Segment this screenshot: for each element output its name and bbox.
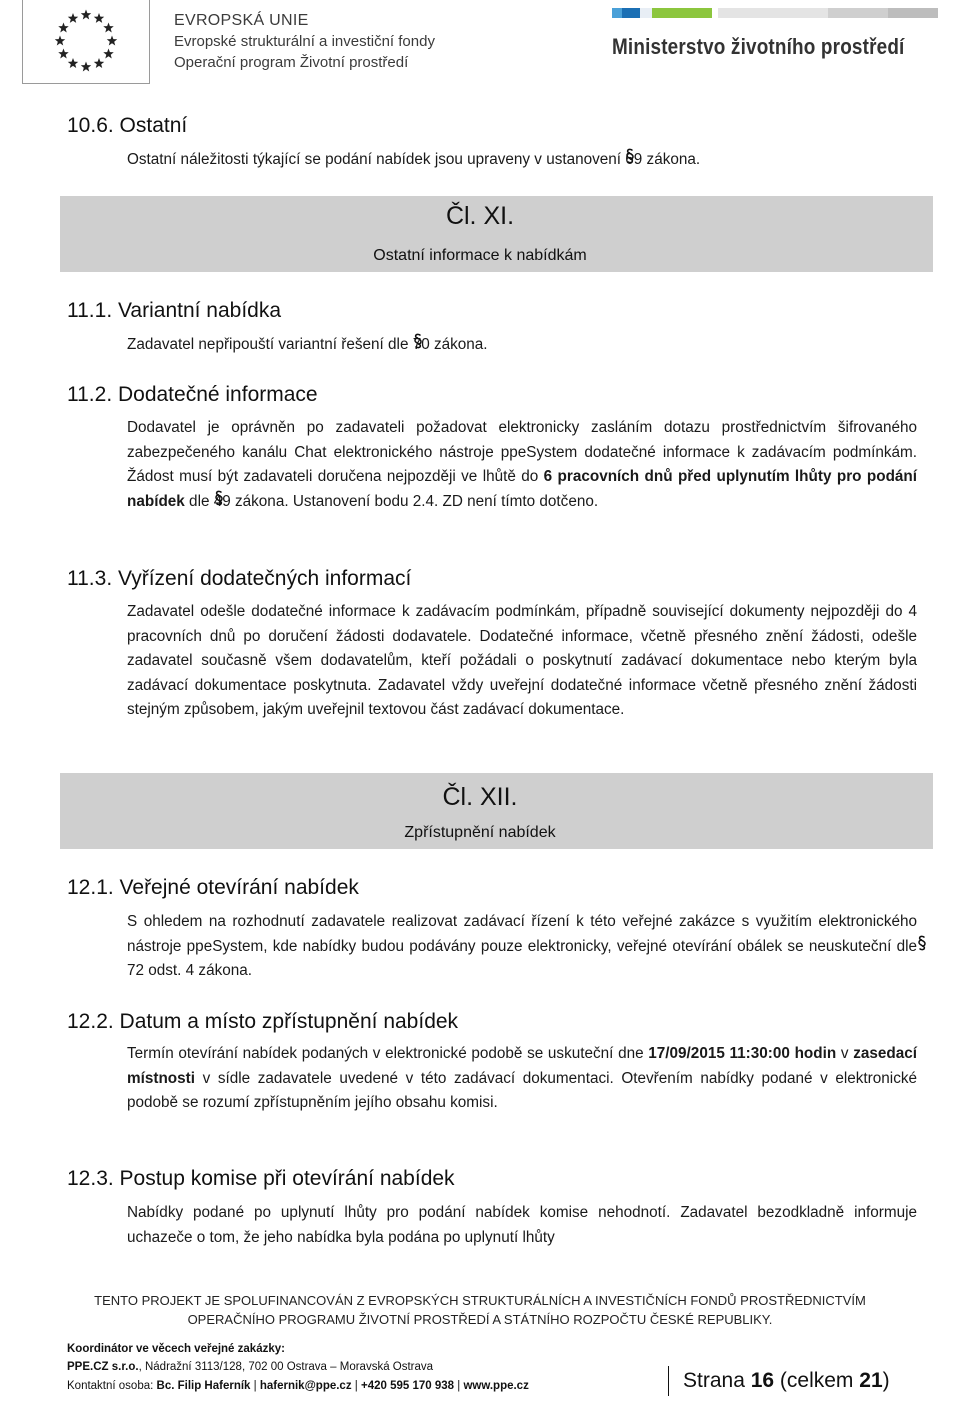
section-text-11-2 (127, 416, 917, 514)
section-heading-12-1: 12.1. Veřejné otevírání nabídek (67, 876, 359, 899)
section-text-11-1 (127, 333, 917, 358)
ministry-bar-segment (652, 8, 712, 18)
section-text-12-2 (127, 1042, 917, 1116)
eu-program-text (174, 10, 435, 73)
section-heading-10-6: 10.6. Ostatní (67, 114, 188, 137)
eu-star-icon (103, 23, 113, 33)
article-number-12: Čl. XII. (442, 783, 518, 811)
footer-cofinancing-line2: OPERAČNÍHO PROGRAMU ŽIVOTNÍ PROSTŘEDÍ A STÁTNÍHO ROZPOČTU ČESKÉ REPUBLIKY. (187, 1312, 773, 1327)
separator: | (454, 1380, 464, 1392)
ministry-bar-segment (828, 8, 888, 18)
section-sign-icon (625, 148, 635, 164)
eu-star-icon (68, 58, 78, 68)
text-before: Zadavatel nepřipouští variantní řešení dle (127, 336, 409, 353)
section-text-12-3: Nabídky podané po uplynutí lhůty pro podání nabídek komise nehodnotí. Zadavatel bezodkladně informuje uchazeče o tom, že jeho nabídka byla podána po uplynutí lhůty (127, 1204, 917, 1246)
contact-phone: +420 595 170 938 (360, 1380, 455, 1392)
section-text-11-3: Zadavatel odešle dodatečné informace k zadávacím podmínkám, případně související dokumenty nejpozději do 4 pracovních dnů po doručení žádosti dodavatele. Dodatečné informace, včetně přesného znění žádosti, odešle zadavatel současně všem dodavatelům, kteří požádali o poskytnutí zadávací dokumentace nebo kterým byla zadávací dokumentace poskytnuta. Zadavatel vždy uveřejní dodatečné informace včetně přesného znění žádosti stejným způsobem, jakým uveřejnil textovou část zadávací dokumentace. (127, 603, 917, 719)
page-label: Strana (683, 1369, 751, 1392)
ministry-bar-segment (640, 8, 652, 18)
text-part: v sídle zadavatele uvedené v této zadávací dokumentaci. Otevřením nabídky podané v elektronické podobě se rozumí zpřístupněním jejího obsahu komisi. (127, 1069, 917, 1112)
ministry-bar-segment (622, 8, 640, 18)
eu-program: Operační program Životní prostředí (174, 54, 409, 71)
eu-star-icon (103, 49, 113, 59)
text-after: 72 odst. 4 zákona. (127, 962, 253, 980)
ministry-color-bar (612, 8, 938, 18)
ministry-bar-segment (888, 8, 938, 18)
text-part: Termín otevírání nabídek podaných v elektronické podobě se uskuteční dne (127, 1045, 649, 1062)
text-part: 49 zákona. Ustanovení bodu 2.4. ZD není tímto dotčeno. (213, 492, 599, 510)
separator: | (250, 1380, 260, 1392)
eu-star-icon (81, 62, 91, 72)
eu-star-icon (55, 36, 65, 46)
eu-star-icon (58, 49, 68, 59)
deadline-bold: 6 pracovních dnů před uplynutím lhůty pro podání nabídek (127, 468, 918, 510)
footer-cofinancing-line1: TENTO PROJEKT JE SPOLUFINANCOVÁN Z EVROPSKÝCH STRUKTURÁLNÍCH A INVESTIČNÍCH FONDŮ PROSTŘEDNICTVÍM (94, 1293, 866, 1308)
text-after: 70 zákona. (412, 336, 488, 353)
eu-flag-logo (22, 0, 150, 84)
page-total: 21 (859, 1369, 883, 1392)
eu-star-icon (68, 13, 78, 23)
page-indicator (668, 1366, 890, 1396)
section-heading-11-1: 11.1. Variantní nabídka (67, 299, 282, 322)
page-mid: (celkem (774, 1369, 860, 1392)
ministry-bar-segment (718, 8, 828, 18)
text-part: dle (184, 492, 210, 510)
text-part: v (836, 1045, 854, 1062)
footer-company (67, 1361, 433, 1373)
page-number: 16 (750, 1369, 775, 1392)
section-heading-12-3: 12.3. Postup komise při otevírání nabídek (67, 1167, 455, 1190)
article-title-11: Ostatní informace k nabídkám (373, 247, 587, 264)
section-sign-icon (214, 490, 224, 506)
eu-star-icon (94, 58, 104, 68)
company-name: PPE.CZ s.r.o. (67, 1361, 139, 1373)
footer-coordinator-label: Koordinátor ve věcech veřejné zakázky: (67, 1343, 285, 1355)
section-sign-icon (917, 935, 927, 951)
section-heading-11-3: 11.3. Vyřízení dodatečných informací (67, 567, 412, 590)
article-title-12: Zpřístupnění nabídek (404, 824, 556, 841)
ministry-title: Ministerstvo životního prostředí (612, 34, 905, 59)
eu-star-icon (107, 36, 117, 46)
ministry-bar-segment (612, 8, 622, 18)
page-end: ) (882, 1369, 890, 1392)
contact-web-link[interactable]: www.ppe.cz (463, 1380, 529, 1392)
contact-email-link[interactable]: hafernik@ppe.cz (259, 1380, 352, 1392)
separator: | (351, 1380, 361, 1392)
eu-funds: Evropské strukturální a investiční fondy (174, 33, 435, 50)
text-before: Ostatní náležitosti týkající se podání nabídek jsou upraveny v ustanovení (127, 151, 622, 168)
opening-place-bold: zasedací místnosti (127, 1045, 917, 1087)
footer-contact (67, 1380, 529, 1392)
contact-label: Kontaktní osoba: (67, 1380, 157, 1392)
text-part: Dodavatel je oprávněn po zadavateli požadovat elektronicky zasláním dotazu prostřednictvím šifrovaného zabezpečeného kanálu Chat elektronického nástroje ppeSystem dodatečné informace k zadávacím podmínkám. Žádost musí být zadavateli doručena nejpozději ve lhůtě do (127, 419, 917, 486)
article-number-11: Čl. XI. (445, 202, 515, 230)
eu-star-icon (81, 10, 91, 20)
section-heading-11-2: 11.2. Dodatečné informace (67, 383, 318, 406)
company-address: , Nádražní 3113/128, 702 00 Ostrava – Moravská Ostrava (138, 1361, 434, 1373)
eu-title: EVROPSKÁ UNIE (174, 12, 309, 29)
eu-stars-icon (55, 10, 117, 72)
section-sign-icon (413, 333, 423, 349)
contact-name: Bc. Filip Haferník (156, 1380, 251, 1392)
section-text-10-6 (127, 148, 917, 173)
eu-star-icon (94, 13, 104, 23)
opening-date-bold: 17/09/2015 11:30:00 hodin (648, 1045, 837, 1062)
ministry-logo (612, 8, 938, 60)
text-before: S ohledem na rozhodnutí zadavatele realizovat zadávací řízení k této veřejné zakázce s využitím elektronického nástroje ppeSystem, kde nabídky budou podávány pouze elektronicky, veřejné otevírání obálek se neuskuteční dle (127, 913, 917, 955)
section-text-12-1 (127, 910, 917, 984)
section-heading-12-2: 12.2. Datum a místo zpřístupnění nabídek (67, 1010, 459, 1033)
text-after: 69 zákona. (625, 151, 701, 168)
eu-star-icon (58, 23, 68, 33)
